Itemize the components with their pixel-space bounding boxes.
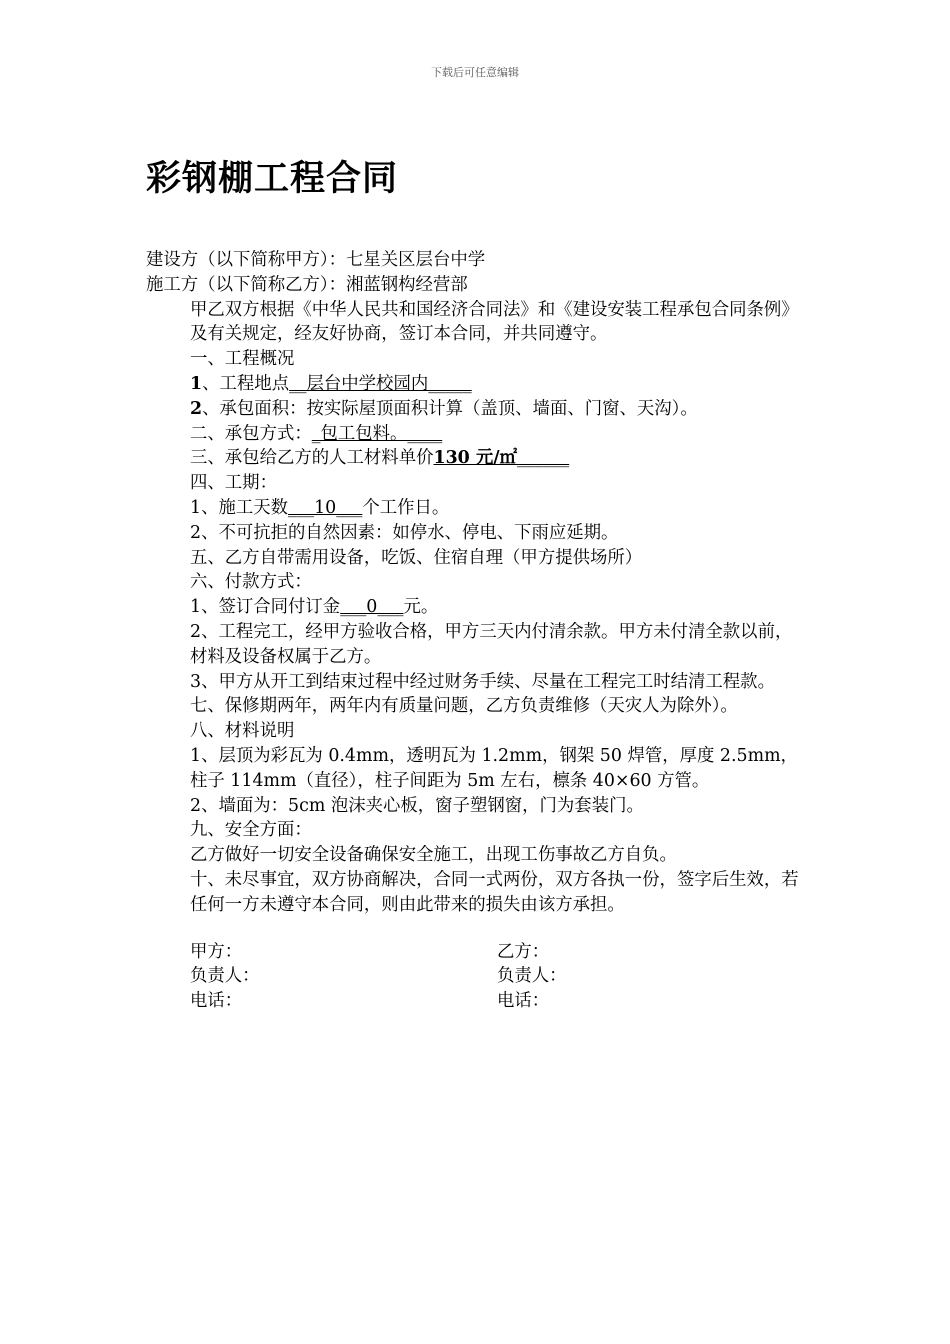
preamble: 甲乙双方根据《中华人民共和国经济合同法》和《建设安装工程承包合同条例》及有关规定，经友好协商，签订本合同，并共同遵守。 [190,299,799,345]
deposit-value: ___0___ [340,597,404,618]
deposit-line [146,595,806,620]
unit-price-label: 三、承包给乙方的人工材料单价 [190,448,434,469]
safety-line: 乙方做好一切安全设备确保安全施工，出现工伤事故乙方自负。 [190,845,677,866]
finance-line: 3、甲方从开工到结束过程中经过财务手续、尽量在工程完工时结清工程款。 [190,671,775,692]
section-5-line: 五、乙方自带需用设备，吃饭、住宿自理（甲方提供场所） [190,547,643,568]
section-9-heading: 九、安全方面： [190,820,312,841]
signature-row-person [146,964,806,989]
work-days-suffix: 个工作日。 [362,497,450,518]
header-note: 下载后可任意编辑 [431,66,519,79]
party-a-line: 建设方（以下简称甲方）：七星关区层台中学 [146,250,486,270]
section-10-line: 十、未尽事宜，双方协商解决，合同一式两份，双方各执一份，签字后生效，若任何一方未遵守本合同，则由此带来的损失由该方承担。 [190,869,799,915]
work-days-value: ___10___ [288,497,363,518]
section-8-heading: 八、材料说明 [190,721,295,742]
deposit-label: 1、签订合同付订金 [190,597,341,618]
party-a-sign-label: 甲方： [190,941,243,962]
deposit-suffix: 元。 [403,597,439,618]
unit-price-line [146,446,806,471]
site-line: 1、工程地点__层台中学校园内_____ [190,373,472,394]
party-b-line: 施工方（以下简称乙方）：湘蓝钢构经营部 [146,274,468,295]
site-value: __层台中学校园内_____ [289,373,472,394]
contract-mode-label: 二、承包方式： [190,423,312,444]
completion-payment-line: 2、工程完工，经甲方验收合格，甲方三天内付清余款。甲方未付清全款以前，材料及设备权属于乙方。 [190,621,793,667]
force-majeure-line: 2、不可抗拒的自然因素：如停水、停电、下雨应延期。 [190,522,619,543]
area-text: 承包面积：按实际屋顶面积计算（盖顶、墙面、门窗、天沟）。 [219,398,698,419]
unit-price-value: 130 元/㎡ [433,448,517,469]
party-a-phone-label: 电话： [190,991,243,1012]
section-6-heading: 六、付款方式： [190,572,312,593]
party-b-sign-label: 乙方： [497,941,550,962]
work-days-label: 1、施工天数 [190,497,289,518]
signature-gap [146,918,806,940]
party-b-phone-label: 电话： [497,991,550,1012]
party-b-person-label: 负责人： [497,966,567,987]
signature-row-party [146,940,806,965]
party-a-person-label: 负责人： [190,966,260,987]
area-line: 2、承包面积：按实际屋顶面积计算（盖顶、墙面、门窗、天沟）。 [190,398,698,419]
contract-mode-line [146,422,806,447]
section-4-heading: 四、工期： [190,473,277,494]
section-1-heading: 一、工程概况 [190,349,295,370]
site-label: 工程地点 [219,373,290,394]
contract-title: 彩钢棚工程合同 [146,159,399,199]
roof-material-line: 1、层顶为彩瓦为 0.4mm，透明瓦为 1.2mm，钢架 50 焊管，厚度 2.5mm，柱子 114mm（直径），柱子间距为 5m 左右，檩条 40×60 方管。 [190,745,798,791]
work-days-line [146,496,806,521]
contract-mode-value: _包工包料。____ [311,423,443,444]
signature-row-phone [146,989,806,1014]
wall-material-line: 2、墙面为：5cm 泡沫夹心板，窗子塑钢窗，门为套装门。 [190,795,644,816]
contract-body [146,248,806,1014]
unit-price-blank: ______ [516,448,570,469]
section-7-line: 七、保修期两年，两年内有质量问题，乙方负责维修（天灾人为除外）。 [190,696,738,717]
